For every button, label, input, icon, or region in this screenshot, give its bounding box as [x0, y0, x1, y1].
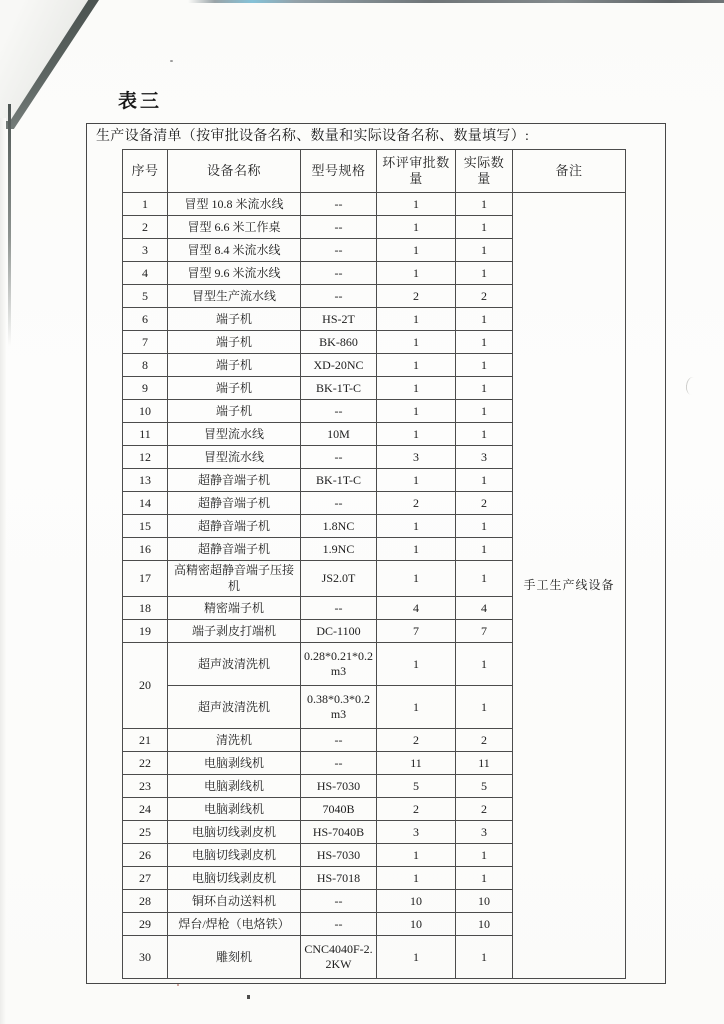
cell-name: 冒型 9.6 米流水线: [168, 262, 301, 285]
cell-actual: 1: [456, 686, 513, 729]
cell-name: 冒型 8.4 米流水线: [168, 239, 301, 262]
cell-actual: 10: [456, 890, 513, 913]
cell-approved: 1: [377, 844, 456, 867]
cell-approved: 1: [377, 469, 456, 492]
cell-model: 7040B: [301, 798, 377, 821]
table-frame: [86, 123, 666, 984]
cell-approved: 1: [377, 561, 456, 597]
cell-model: BK-860: [301, 331, 377, 354]
cell-approved: 1: [377, 400, 456, 423]
cell-approved: 1: [377, 216, 456, 239]
cell-actual: 1: [456, 844, 513, 867]
cell-actual: 1: [456, 308, 513, 331]
cell-no: 18: [123, 597, 168, 620]
cell-name: 电脑切线剥皮机: [168, 821, 301, 844]
cell-approved: 1: [377, 936, 456, 979]
cell-no: 10: [123, 400, 168, 423]
cell-actual: 2: [456, 285, 513, 308]
cell-actual: 1: [456, 936, 513, 979]
cell-name: 焊台/焊枪（电烙铁）: [168, 913, 301, 936]
cell-approved: 2: [377, 492, 456, 515]
cell-model: JS2.0T: [301, 561, 377, 597]
cell-model: 10M: [301, 423, 377, 446]
cell-name: 端子机: [168, 331, 301, 354]
cell-name: 端子机: [168, 377, 301, 400]
cell-actual: 1: [456, 538, 513, 561]
cell-actual: 1: [456, 643, 513, 686]
cell-no: 28: [123, 890, 168, 913]
cell-approved: 1: [377, 377, 456, 400]
cell-model: --: [301, 400, 377, 423]
cell-model: --: [301, 446, 377, 469]
cell-no: 16: [123, 538, 168, 561]
cell-approved: 1: [377, 643, 456, 686]
cell-name: 冒型流水线: [168, 446, 301, 469]
cell-actual: 3: [456, 821, 513, 844]
cell-name: 超声波清洗机: [168, 686, 301, 729]
cell-name: 超静音端子机: [168, 538, 301, 561]
cell-model: --: [301, 216, 377, 239]
cell-approved: 2: [377, 285, 456, 308]
cell-no: 11: [123, 423, 168, 446]
cell-no: 6: [123, 308, 168, 331]
cell-model: BK-1T-C: [301, 469, 377, 492]
cell-approved: 1: [377, 308, 456, 331]
cell-name: 冒型 6.6 米工作桌: [168, 216, 301, 239]
scan-smudge: [685, 376, 700, 396]
cell-name: 冒型流水线: [168, 423, 301, 446]
cell-actual: 1: [456, 561, 513, 597]
cell-no: 22: [123, 752, 168, 775]
cell-name: 冒型 10.8 米流水线: [168, 193, 301, 216]
cell-actual: 1: [456, 216, 513, 239]
cell-actual: 2: [456, 729, 513, 752]
header-remark: 备注: [513, 150, 626, 193]
cell-actual: 1: [456, 354, 513, 377]
cell-approved: 3: [377, 446, 456, 469]
cell-approved: 3: [377, 821, 456, 844]
cell-actual: 1: [456, 867, 513, 890]
cell-model: 1.9NC: [301, 538, 377, 561]
cell-name: 超声波清洗机: [168, 643, 301, 686]
cell-name: 端子剥皮打端机: [168, 620, 301, 643]
cell-approved: 1: [377, 331, 456, 354]
cell-model: --: [301, 193, 377, 216]
cell-approved: 1: [377, 423, 456, 446]
header-name: 设备名称: [168, 150, 301, 193]
cell-no: 13: [123, 469, 168, 492]
remark-cell: 手工生产线设备: [513, 193, 626, 979]
cell-actual: 1: [456, 262, 513, 285]
cell-name: 超静音端子机: [168, 515, 301, 538]
cell-approved: 1: [377, 354, 456, 377]
cell-approved: 11: [377, 752, 456, 775]
table-caption: 生产设备清单（按审批设备名称、数量和实际设备名称、数量填写）:: [96, 129, 530, 144]
cell-no: 7: [123, 331, 168, 354]
cell-name: 电脑切线剥皮机: [168, 867, 301, 890]
cell-no: 3: [123, 239, 168, 262]
cell-model: XD-20NC: [301, 354, 377, 377]
cell-no: 26: [123, 844, 168, 867]
cell-model: 0.38*0.3*0.2m3: [301, 686, 377, 729]
cell-actual: 1: [456, 515, 513, 538]
cell-no: 8: [123, 354, 168, 377]
cell-model: --: [301, 913, 377, 936]
header-actual-qty: 实际数量: [456, 150, 513, 193]
header-approved-qty: 环评审批数量: [377, 150, 456, 193]
cell-model: --: [301, 262, 377, 285]
cell-name: 高精密超静音端子压接机: [168, 561, 301, 597]
page-title: 表三: [118, 91, 163, 112]
cell-actual: 1: [456, 400, 513, 423]
cell-actual: 1: [456, 239, 513, 262]
cell-approved: 1: [377, 538, 456, 561]
cell-approved: 1: [377, 239, 456, 262]
cell-name: 精密端子机: [168, 597, 301, 620]
cell-no: 27: [123, 867, 168, 890]
cell-name: 超静音端子机: [168, 492, 301, 515]
cell-approved: 4: [377, 597, 456, 620]
scanner-top-edge: [188, 0, 724, 3]
header-index: 序号: [123, 150, 168, 193]
cell-approved: 1: [377, 262, 456, 285]
cell-approved: 7: [377, 620, 456, 643]
cell-model: --: [301, 597, 377, 620]
table-row: [123, 193, 626, 216]
cell-approved: 1: [377, 686, 456, 729]
cell-model: HS-7018: [301, 867, 377, 890]
cell-actual: 2: [456, 492, 513, 515]
cell-model: HS-7030: [301, 775, 377, 798]
cell-approved: 10: [377, 913, 456, 936]
cell-model: BK-1T-C: [301, 377, 377, 400]
cell-no: 29: [123, 913, 168, 936]
cell-no: 4: [123, 262, 168, 285]
cell-model: --: [301, 729, 377, 752]
scanner-left-edge-strip: [0, 118, 6, 1024]
cell-model: HS-7040B: [301, 821, 377, 844]
cell-model: 0.28*0.21*0.2m3: [301, 643, 377, 686]
cell-approved: 1: [377, 515, 456, 538]
table-header-row: [123, 150, 626, 193]
cell-no: 14: [123, 492, 168, 515]
cell-approved: 2: [377, 729, 456, 752]
cell-no: 25: [123, 821, 168, 844]
cell-no: 15: [123, 515, 168, 538]
cell-name: 雕刻机: [168, 936, 301, 979]
cell-no: 30: [123, 936, 168, 979]
cell-model: DC-1100: [301, 620, 377, 643]
cell-no: 21: [123, 729, 168, 752]
cell-model: --: [301, 890, 377, 913]
cell-no: 20: [123, 643, 168, 729]
cell-actual: 1: [456, 193, 513, 216]
cell-model: --: [301, 239, 377, 262]
cell-model: --: [301, 492, 377, 515]
cell-approved: 2: [377, 798, 456, 821]
cell-approved: 1: [377, 867, 456, 890]
cell-actual: 11: [456, 752, 513, 775]
scan-speck: [170, 60, 173, 62]
equipment-table: [122, 149, 626, 979]
cell-approved: 10: [377, 890, 456, 913]
cell-no: 19: [123, 620, 168, 643]
cell-name: 超静音端子机: [168, 469, 301, 492]
cell-model: --: [301, 285, 377, 308]
cell-name: 电脑切线剥皮机: [168, 844, 301, 867]
cell-model: HS-7030: [301, 844, 377, 867]
cell-name: 端子机: [168, 308, 301, 331]
cell-actual: 1: [456, 423, 513, 446]
cell-no: 24: [123, 798, 168, 821]
cell-model: CNC4040F-2.2KW: [301, 936, 377, 979]
cell-actual: 1: [456, 469, 513, 492]
cell-model: --: [301, 752, 377, 775]
cell-actual: 3: [456, 446, 513, 469]
cell-name: 铜环自动送料机: [168, 890, 301, 913]
cell-actual: 1: [456, 331, 513, 354]
cell-name: 冒型生产流水线: [168, 285, 301, 308]
cell-name: 电脑剥线机: [168, 752, 301, 775]
cell-no: 9: [123, 377, 168, 400]
cell-name: 电脑剥线机: [168, 798, 301, 821]
cell-name: 端子机: [168, 400, 301, 423]
cell-no: 23: [123, 775, 168, 798]
scanner-left-edge-line: [8, 104, 11, 346]
cell-actual: 1: [456, 377, 513, 400]
cell-actual: 7: [456, 620, 513, 643]
cell-actual: 10: [456, 913, 513, 936]
cell-no: 12: [123, 446, 168, 469]
cell-no: 2: [123, 216, 168, 239]
cell-model: 1.8NC: [301, 515, 377, 538]
cell-no: 1: [123, 193, 168, 216]
cell-actual: 2: [456, 798, 513, 821]
cell-no: 5: [123, 285, 168, 308]
cell-approved: 5: [377, 775, 456, 798]
cell-name: 端子机: [168, 354, 301, 377]
cell-name: 清洗机: [168, 729, 301, 752]
cell-actual: 4: [456, 597, 513, 620]
cell-approved: 1: [377, 193, 456, 216]
cell-no: 17: [123, 561, 168, 597]
cell-actual: 5: [456, 775, 513, 798]
cell-model: HS-2T: [301, 308, 377, 331]
header-model: 型号规格: [301, 150, 377, 193]
cell-name: 电脑剥线机: [168, 775, 301, 798]
scan-speck: [247, 995, 250, 999]
